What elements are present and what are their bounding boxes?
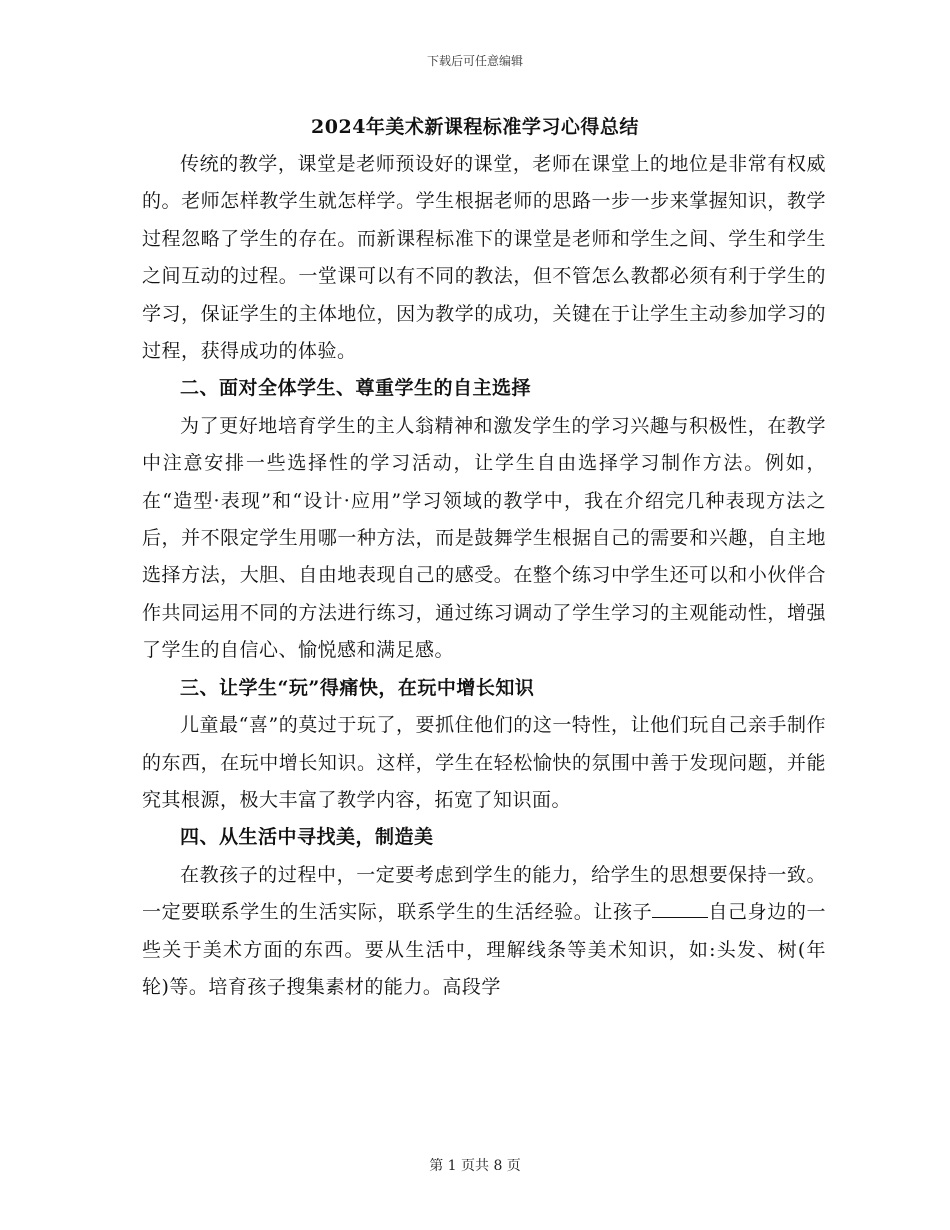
section-heading-2: 二、面对全体学生、尊重学生的自主选择 — [180, 377, 532, 400]
paragraph-intro: 传统的教学，课堂是老师预设好的课堂，老师在课堂上的地位是非常有权威的。老师怎样教学生就怎样学。学生根据老师的思路一步一步来掌握知识，教学过程忽略了学生的存在。而新课程标准下的课堂是老师和学生之间、学生和学生之间互动的过程。一堂课可以有不同的教法，但不管怎么教都必须有利于学生的学习，保证学生的主体地位，因为教学的成功，关键在于让学生主动参加学习的过程，获得成功的体验。 — [142, 153, 826, 363]
section-heading-4: 四、从生活中寻找美，制造美 — [180, 826, 434, 849]
document-title: 2024年美术新课程标准学习心得总结 — [311, 116, 639, 138]
paragraph-section-2: 为了更好地培育学生的主人翁精神和激发学生的学习兴趣与积极性，在教学中注意安排一些选择性的学习活动，让学生自由选择学习制作方法。例如，在“造型·表现”和“设计·应用”学习领域的教学中，我在介绍完几种表现方法之后，并不限定学生用哪一种方法，而是鼓舞学生根据自己的需要和兴趣，自主地选择方法，大胆、自由地表现自己的感受。在整个练习中学生还可以和小伙伴合作共同运用不同的方法进行练习，通过练习调动了学生学习的主观能动性，增强了学生的自信心、愉悦感和满足感。 — [142, 414, 826, 662]
paragraph-text-before-blank: 在教孩子的过程中，一定要考虑到学生的能力，给学生的思想要保持一致。一定要联系学生的生活实际，联系学生的生活经验。让孩子 — [142, 863, 826, 924]
paragraph-text-after-blank: 自己身边的一些关于美术方面的东西。要从生活中，理解线条等美术知识，如:头发、树(年轮)等。培育孩子搜集素材的能力。高段学 — [142, 901, 826, 998]
paragraph-section-3: 儿童最“喜”的莫过于玩了，要抓住他们的这一特性，让他们玩自己亲手制作的东西，在玩中增长知识。这样，学生在轻松愉快的氛围中善于发现问题，并能究其根源，极大丰富了教学内容，拓宽了知识面。 — [142, 714, 826, 811]
document-body — [142, 146, 826, 1006]
fill-in-blank — [652, 898, 708, 918]
section-heading-3: 三、让学生“玩”得痛快，在玩中增长知识 — [180, 676, 535, 699]
paragraph-section-4 — [142, 857, 826, 1007]
page-footer: 第 1 页共 8 页 — [429, 1158, 521, 1174]
header-note: 下载后可任意编辑 — [426, 54, 523, 68]
